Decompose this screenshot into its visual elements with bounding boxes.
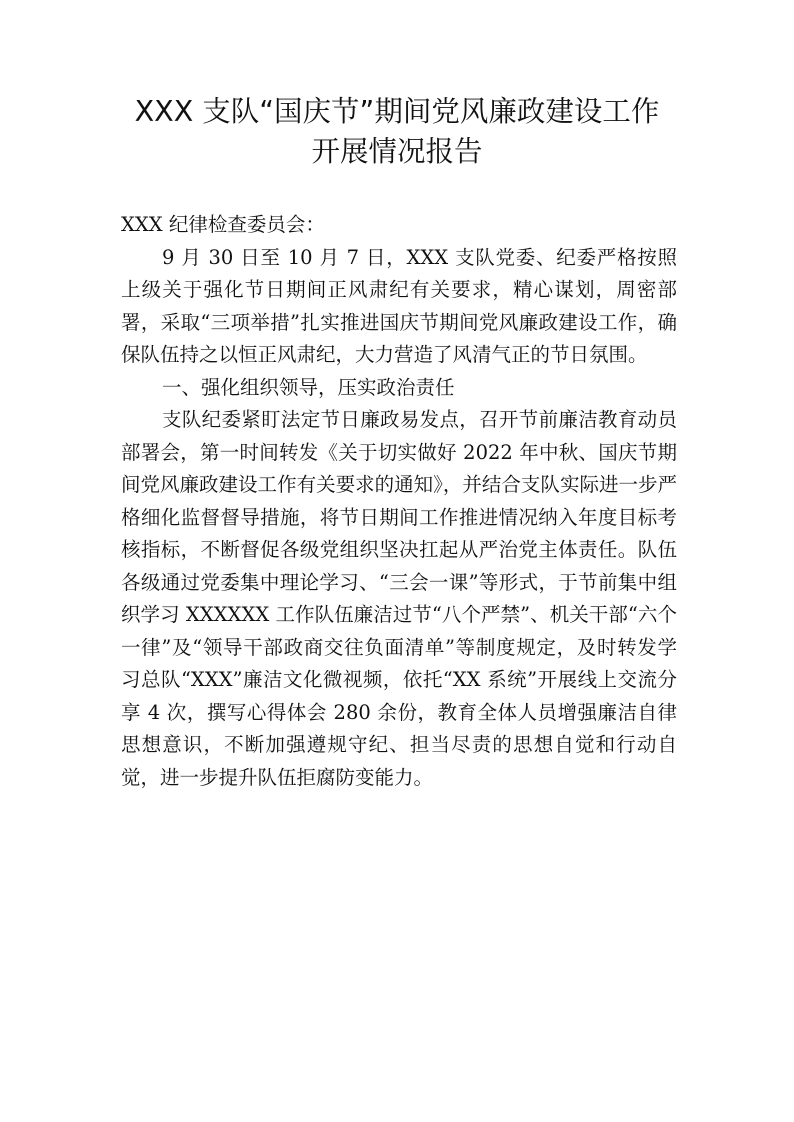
- paragraph-intro: 9 月 30 日至 10 月 7 日，XXX 支队党委、纪委严格按照上级关于强化节日期间正风肃纪有关要求，精心谋划，周密部署，采取“三项举措”扎实推进国庆节期间党风廉政建设工作，确保队伍持之以恒正风肃纪，大力营造了风清气正的节日氛围。: [121, 245, 677, 366]
- document-title: [100, 92, 694, 172]
- title-line-1: XXX 支队“国庆节”期间党风廉政建设工作: [134, 95, 660, 128]
- title-line-2: 开展情况报告: [311, 135, 483, 168]
- paragraph-section-1: 支队纪委紧盯法定节日廉政易发点，召开节前廉洁教育动员部署会，第一时间转发《关于切实做好 2022 年中秋、国庆节期间党风廉政建设工作有关要求的通知》，并结合支队实际进一步严格细化监督督导措施，将节日期间工作推进情况纳入年度目标考核指标，不断督促各级党组织坚决扛起从严治党主体责任。队伍各级通过党委集中理论学习、“三会一课”等形式，于节前集中组织学习 XXXXXX 工作队伍廉洁过节“八个严禁”、机关干部“六个一律”及“领导干部政商交往负面清单”等制度规定，及时转发学习总队“XXX”廉洁文化微视频，依托“XX 系统”开展线上交流分享 4 次，撰写心得体会 280 余份，教育全体人员增强廉洁自律思想意识，不断加强遵规守纪、担当尽责的思想自觉和行动自觉，进一步提升队伍拒腐防变能力。: [121, 408, 677, 789]
- section-heading-1: 一、强化组织领导，压实政治责任: [162, 375, 455, 399]
- salutation: XXX 纪律检查委员会：: [121, 213, 325, 236]
- document-body: [121, 209, 677, 794]
